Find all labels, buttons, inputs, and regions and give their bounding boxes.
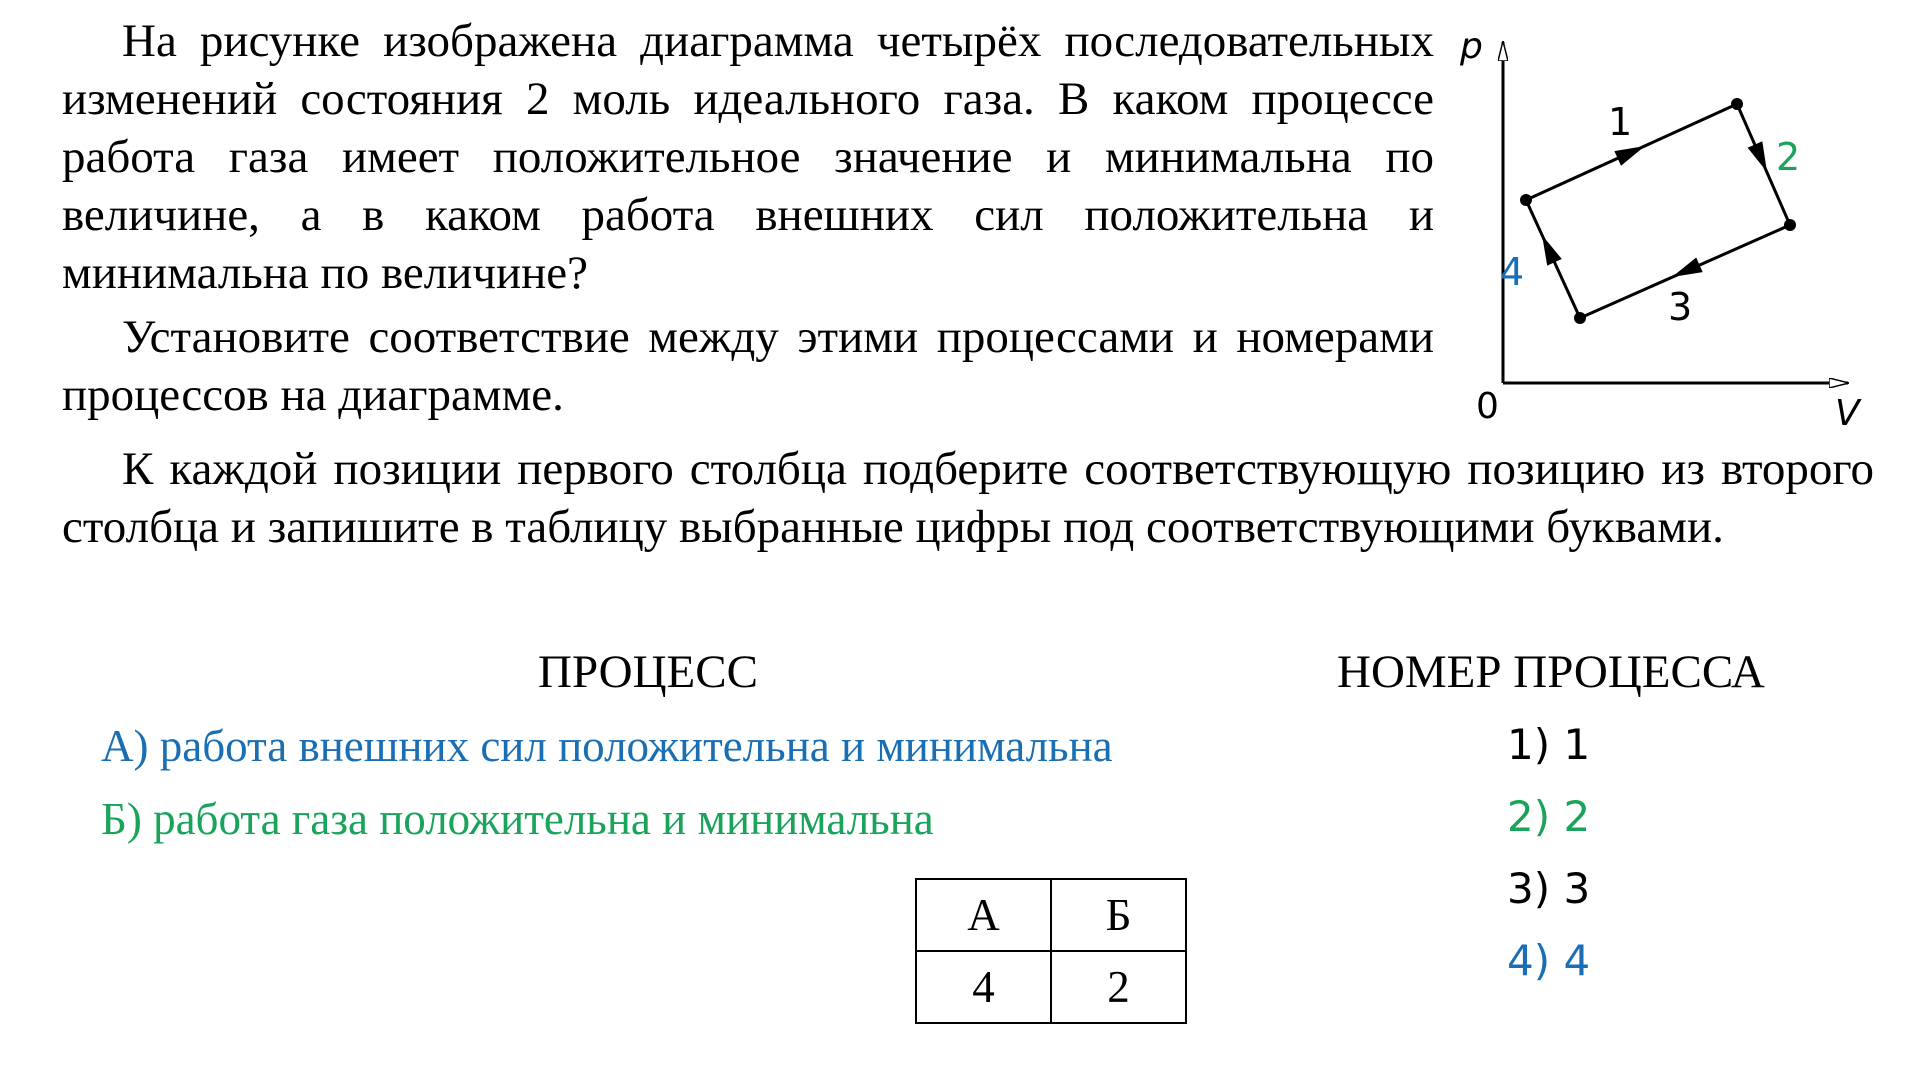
process-3-arrow (1669, 258, 1703, 285)
process-2-arrow (1748, 141, 1775, 175)
answer-table-header-row (916, 879, 1186, 951)
process-item-a: А) работа внешних сил положительна и минимальна (101, 721, 1113, 771)
instruction-paragraph: Установите соответствие между этими процессами и номерами процессов на диаграмме. (62, 311, 1434, 421)
state-point (1731, 98, 1743, 110)
option-2: 2) 2 (1507, 792, 1591, 841)
answer-header-a: А (916, 879, 1051, 951)
process-2-label: 2 (1776, 135, 1801, 179)
process-4-arrow (1535, 232, 1562, 266)
process-column-header: ПРОЦЕСС (538, 646, 758, 698)
process-item-b: Б) работа газа положительна и минимальна (101, 794, 934, 844)
state-point (1520, 194, 1532, 206)
question-paragraph: На рисунке изображена диаграмма четырёх последовательных изменений состояния 2 моль идеального газа. В каком процессе работа газа имеет положительное значение и минимальна по величине, а в каком работа внешних сил положительна и минимальна по величине? (62, 15, 1434, 299)
y-axis-label: p (1460, 26, 1483, 67)
answer-table-value-row (916, 951, 1186, 1023)
process-1-label: 1 (1608, 100, 1633, 144)
option-3: 3) 3 (1507, 864, 1591, 913)
process-3-label: 3 (1668, 285, 1693, 329)
process-4-label: 4 (1500, 250, 1525, 294)
state-point (1574, 312, 1586, 324)
answer-cell-b[interactable]: 2 (1051, 951, 1186, 1023)
process-number-column-header: НОМЕР ПРОЦЕССА (1337, 646, 1765, 698)
option-1: 1) 1 (1507, 720, 1591, 769)
answer-table (915, 878, 1187, 1024)
state-point (1784, 219, 1796, 231)
option-4: 4) 4 (1507, 936, 1591, 985)
answer-cell-a[interactable]: 4 (916, 951, 1051, 1023)
pv-diagram (1440, 20, 1870, 440)
x-axis-label: V (1835, 393, 1860, 434)
answer-instruction-paragraph: К каждой позиции первого столбца подберите соответствующую позицию из второго столбца и запишите в таблицу выбранные цифры под соответствующими буквами. (62, 443, 1874, 553)
answer-header-b: Б (1051, 879, 1186, 951)
origin-label: 0 (1476, 386, 1499, 427)
